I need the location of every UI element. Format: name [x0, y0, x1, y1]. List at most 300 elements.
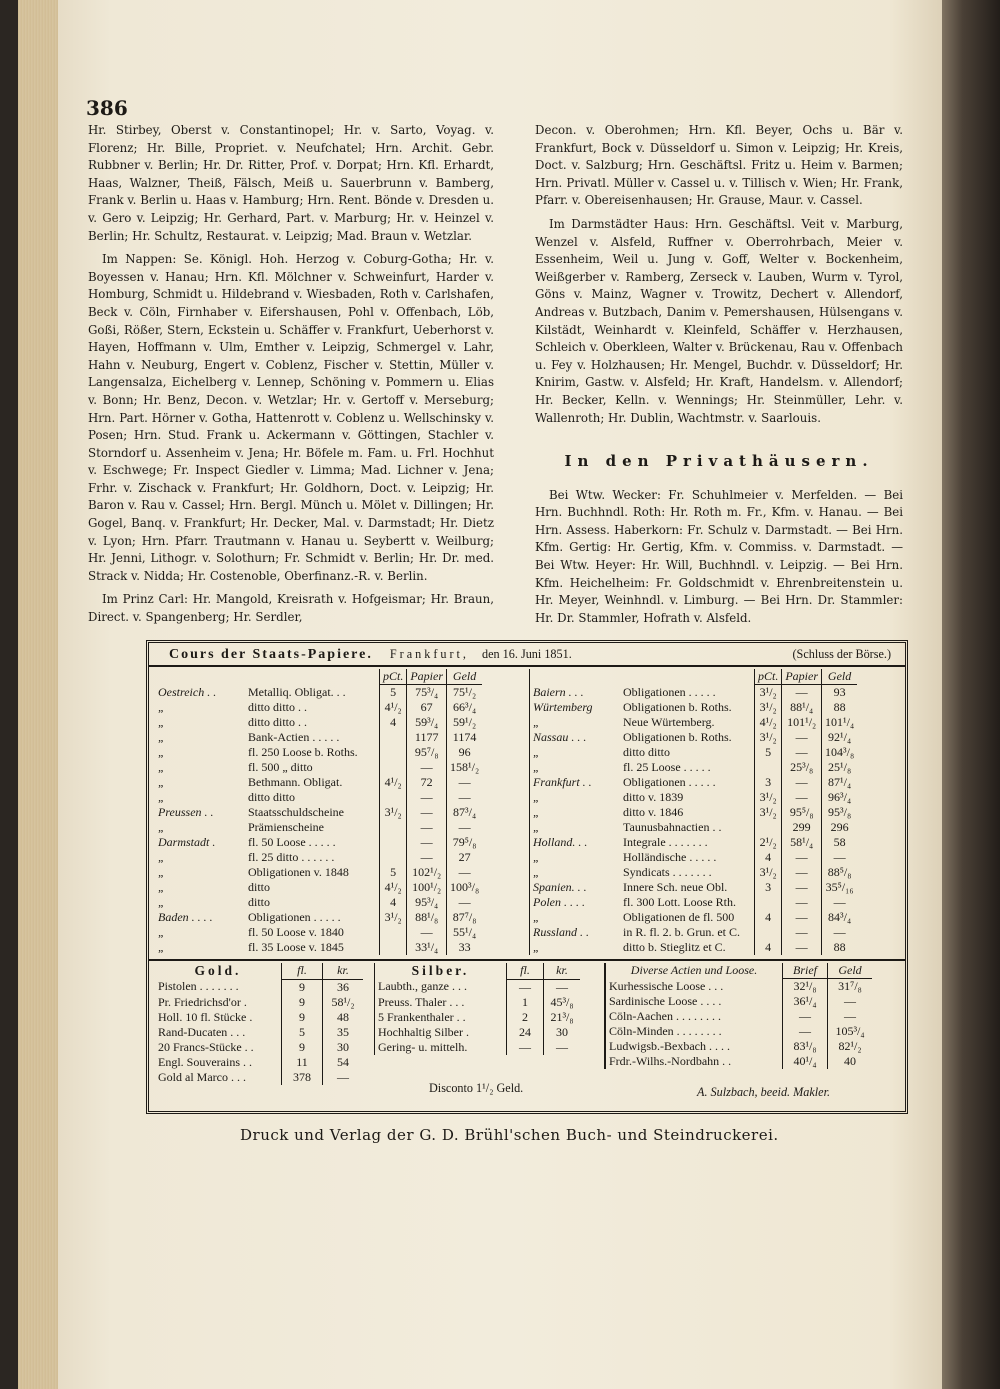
section-heading: In den Privathäusern.: [564, 452, 874, 471]
table-cell: 3¹/₂: [755, 730, 782, 745]
table-cell: 3: [755, 880, 782, 895]
page-number: 386: [86, 96, 128, 120]
table-cell: „: [533, 940, 540, 954]
table-row: [605, 1054, 872, 1069]
table-cell: —: [323, 1070, 364, 1085]
table-cell: 3¹/₂: [755, 865, 782, 880]
table-header: [149, 643, 905, 667]
table-cell: —: [822, 925, 858, 940]
table-cell: Gold al Marco . . .: [158, 1069, 246, 1084]
table-cell: —: [447, 820, 483, 835]
table-cell: —: [407, 820, 447, 835]
table-city: Frankfurt,: [389, 647, 469, 661]
table-cell: „: [533, 790, 540, 804]
table-title: Cours der Staats-Papiere.: [169, 647, 373, 662]
table-row: [155, 700, 482, 715]
table-cell: Cöln-Minden . . . . . . . .: [609, 1024, 722, 1038]
table-cell: —: [828, 994, 873, 1009]
table-row: [605, 1009, 872, 1024]
table-cell: Obligationen . . . . .: [248, 910, 341, 924]
table-cell: „: [158, 895, 165, 909]
table-row: [155, 745, 482, 760]
table-row: [155, 865, 482, 880]
table-cell: 54: [323, 1055, 364, 1070]
table-cell: 105³/₄: [828, 1024, 873, 1039]
table-cell: „: [533, 760, 540, 774]
table-cell: —: [507, 979, 544, 995]
table-cell: Rand-Ducaten . . .: [158, 1024, 246, 1039]
table-cell: Integrale . . . . . . .: [623, 835, 708, 849]
table-cell: Obligationen v. 1848: [248, 865, 349, 879]
table-row: [530, 880, 858, 895]
table-cell: „: [158, 745, 165, 759]
table-row: [155, 979, 363, 995]
table-row: [530, 700, 858, 715]
table-row: [155, 805, 482, 820]
table-cell: 88: [822, 940, 858, 955]
table-cell: 31⁷/₈: [828, 979, 873, 995]
table-cell: Frdr.-Wilhs.-Nordbahn . .: [609, 1054, 732, 1068]
col-kr: kr.: [544, 963, 581, 979]
table-cell: 4¹/₂: [380, 880, 407, 895]
table-cell: 96: [447, 745, 483, 760]
table-cell: „: [533, 745, 540, 759]
table-cell: „: [158, 730, 165, 744]
table-cell: 2¹/₂: [755, 835, 782, 850]
table-cell: 102¹/₂: [407, 865, 447, 880]
table-cell: Polen . . . .: [533, 895, 585, 909]
table-cell: [380, 790, 407, 805]
table-cell: fl. 35 Loose v. 1845: [248, 940, 344, 954]
table-row: [530, 790, 858, 805]
table-cell: 58¹/₂: [323, 995, 364, 1010]
table-cell: 40: [828, 1054, 873, 1069]
table-cell: Oestreich . .: [158, 684, 217, 699]
table-cell: 20 Francs-Stücke . .: [158, 1039, 254, 1054]
table-cell: 3¹/₂: [755, 700, 782, 715]
table-row: [530, 895, 858, 910]
table-cell: 59¹/₂: [447, 715, 483, 730]
stock-quotes-table: [146, 640, 908, 1114]
table-cell: 83¹/₈: [783, 1039, 828, 1054]
table-cell: Taunusbahnactien . .: [623, 820, 722, 834]
table-cell: fl. 500 „ ditto: [248, 760, 313, 774]
table-cell: Holl. 10 fl. Stücke .: [158, 1009, 253, 1024]
table-cell: 9: [282, 1040, 323, 1055]
table-cell: fl. 50 Loose . . . . .: [248, 835, 336, 849]
table-cell: Obligationen b. Roths.: [623, 730, 732, 744]
table-cell: Spanien. . .: [533, 880, 587, 894]
table-cell: —: [782, 880, 822, 895]
table-cell: —: [782, 790, 822, 805]
table-cell: 93: [822, 685, 858, 701]
table-cell: 32¹/₈: [783, 979, 828, 995]
table-cell: —: [407, 805, 447, 820]
table-cell: 101¹/₄: [822, 715, 858, 730]
table-cell: 35: [323, 1025, 364, 1040]
table-cell: 87³/₄: [447, 805, 483, 820]
table-row: [155, 1010, 363, 1025]
table-row: [605, 979, 872, 995]
table-cell: 88¹/₈: [407, 910, 447, 925]
table-cell: „: [158, 790, 165, 804]
table-cell: Preussen . .: [158, 805, 214, 819]
table-cell: „: [158, 775, 165, 789]
table-cell: Würtemberg: [533, 700, 593, 714]
table-cell: 3¹/₂: [380, 910, 407, 925]
table-cell: 58: [822, 835, 858, 850]
table-cell: —: [782, 775, 822, 790]
table-cell: ditto: [248, 895, 271, 909]
table-cell: —: [407, 835, 447, 850]
table-cell: [755, 760, 782, 775]
table-cell: —: [782, 745, 822, 760]
table-cell: —: [447, 775, 483, 790]
table-row: [530, 865, 858, 880]
table-cell: 4: [380, 715, 407, 730]
table-cell: 104³/₈: [822, 745, 858, 760]
table-cell: [380, 760, 407, 775]
diverse-title: Diverse Actien und Loose.: [630, 963, 758, 978]
table-cell: 296: [822, 820, 858, 835]
table-cell: [380, 820, 407, 835]
table-row: [155, 940, 482, 955]
table-row: [375, 1025, 581, 1040]
table-row: [530, 805, 858, 820]
table-cell: Cöln-Aachen . . . . . . . .: [609, 1009, 721, 1023]
table-cell: Hochhaltig Silber .: [378, 1024, 469, 1039]
table-cell: [755, 925, 782, 940]
table-cell: Metalliq. Obligat. . .: [248, 684, 346, 699]
table-cell: —: [447, 790, 483, 805]
table-row: [530, 745, 858, 760]
table-cell: „: [158, 820, 165, 834]
table-cell: 299: [782, 820, 822, 835]
table-row: [530, 760, 858, 775]
table-cell: 3¹/₂: [755, 805, 782, 820]
table-cell: 1: [507, 995, 544, 1010]
table-cell: 88: [822, 700, 858, 715]
table-cell: —: [782, 850, 822, 865]
table-cell: Russland . .: [533, 925, 590, 939]
table-cell: 95⁵/₈: [782, 805, 822, 820]
table-cell: 4¹/₂: [380, 700, 407, 715]
table-cell: 30: [323, 1040, 364, 1055]
table-cell: [380, 940, 407, 955]
table-cell: 9: [282, 995, 323, 1010]
table-row: [155, 995, 363, 1010]
table-cell: 4: [755, 940, 782, 955]
table-cell: [380, 835, 407, 850]
col-kr: kr.: [323, 963, 364, 979]
table-cell: Prämienscheine: [248, 820, 324, 834]
paragraph: Hr. Stirbey, Oberst v. Constantinopel; Hr. v. Sarto, Voyag. v. Florenz; Hr. Bille, Propriet. v. Neufchatel; Hrn. Archit. Gebr. Rubbner v. Berlin; Hr. Dr. Ritter, Prof. v. Dorpat; Hrn. Kfl. Erhardt, Haas, Walzner, Theiß, Fälsch, Meiß u. Sauerbrunn v. Bamberg, Frank v. Berlin u. Haas v. Hamburg; Hrn. Rent. Bönde v. Dresden u. v. Gero v. Leipzig; Hr. Gerhard, Part. v. Marburg; Hr. v. Heinzel v. Berlin; Hr. Schultz, Restaurat. v. Leipzig; Mad. Braun v. Wetzlar.: [88, 123, 494, 243]
table-cell: —: [782, 685, 822, 701]
paragraph: Im Prinz Carl: Hr. Mangold, Kreisrath v. Hofgeismar; Hr. Braun, Direct. v. Spangenberg; Hr. Serdler,: [88, 592, 494, 625]
table-cell: 158¹/₂: [447, 760, 483, 775]
table-cell: Preuss. Thaler . . .: [378, 994, 465, 1009]
table-cell: —: [782, 730, 822, 745]
table-cell: [755, 820, 782, 835]
table-cell: 5: [755, 745, 782, 760]
col-pct: pCt.: [380, 669, 407, 685]
table-cell: Nassau . . .: [533, 730, 587, 744]
table-cell: 4: [380, 895, 407, 910]
left-text-column: [88, 122, 494, 633]
table-row: [375, 1010, 581, 1025]
table-cell: 45³/₈: [544, 995, 581, 1010]
table-cell: „: [158, 880, 165, 894]
table-cell: 95⁷/₈: [407, 745, 447, 760]
table-cell: —: [407, 760, 447, 775]
table-cell: Darmstadt .: [158, 835, 216, 849]
table-cell: Innere Sch. neue Obl.: [623, 880, 728, 894]
table-cell: 48: [323, 1010, 364, 1025]
table-cell: „: [158, 940, 165, 954]
table-cell: ditto b. Stieglitz et C.: [623, 940, 726, 954]
table-cell: —: [447, 865, 483, 880]
table-row: [155, 1040, 363, 1055]
table-cell: [380, 850, 407, 865]
table-cell: Gering- u. mittelh.: [378, 1039, 468, 1054]
table-row: [375, 979, 581, 995]
table-cell: 96³/₄: [822, 790, 858, 805]
table-cell: —: [782, 910, 822, 925]
table-cell: [380, 745, 407, 760]
table-cell: —: [822, 850, 858, 865]
table-cell: [380, 925, 407, 940]
table-row: [155, 1025, 363, 1040]
table-row: [155, 895, 482, 910]
table-cell: ditto ditto: [623, 745, 671, 759]
table-cell: fl. 250 Loose b. Roths.: [248, 745, 358, 759]
col-fl: fl.: [282, 963, 323, 979]
table-cell: Engl. Souverains . .: [158, 1054, 252, 1069]
table-cell: 3¹/₂: [755, 790, 782, 805]
table-row: [155, 820, 482, 835]
table-cell: „: [533, 820, 540, 834]
table-cell: 21³/₈: [544, 1010, 581, 1025]
table-cell: 30: [544, 1025, 581, 1040]
table-cell: —: [828, 1009, 873, 1024]
table-cell: 5: [282, 1025, 323, 1040]
table-row: [155, 850, 482, 865]
table-cell: —: [544, 1040, 581, 1055]
table-row: [530, 685, 858, 701]
table-row: [155, 1055, 363, 1070]
table-cell: „: [533, 910, 540, 924]
paragraph: Im Darmstädter Haus: Hrn. Geschäftsl. Veit v. Marburg, Wenzel v. Alsfeld, Ruffner v. Oberrohrbach, Meier v. Essenheim, Weil u. Jung v. Goff, Welter v. Bockenheim, Weißgerber v. Ramberg, Zerseck v. Lauben, Wurm v. Tyrol, Göns v. Mainz, Wagner v. Trowitz, Dechert v. Allendorf, Andreas v. Butzbach, Danim v. Pemershausen, Hülsengans v. Kilstädt, Weinhardt v. Kleinfeld, Schäffer v. Herzhausen, Schleich v. Oberkleen, Walter v. Brückenau, Rau v. Offenbach u. Fey v. Holzhausen; Hr. Mengel, Buchdr. v. Düsseldorf; Hr. Knirim, Gastw. v. Alsfeld; Hr. Kraft, Handelsm. v. Allendorf; Hr. Becker, Kelln. v. Wennings; Hr. Steinmüller, Lehr. v. Wallenroth; Hr. Dublin, Wachtmstr. v. Saarlouis.: [535, 216, 903, 425]
table-cell: 3¹/₂: [755, 685, 782, 701]
table-cell: 100³/₈: [447, 880, 483, 895]
table-cell: „: [158, 715, 165, 729]
col-papier: Papier: [407, 669, 447, 685]
table-row: [530, 715, 858, 730]
table-cell: 36¹/₄: [783, 994, 828, 1009]
table-cell: 4: [755, 850, 782, 865]
col-fl: fl.: [507, 963, 544, 979]
table-cell: 87¹/₄: [822, 775, 858, 790]
table-cell: —: [782, 925, 822, 940]
table-cell: ditto ditto . .: [248, 700, 308, 714]
table-cell: 72: [407, 775, 447, 790]
table-row: [155, 715, 482, 730]
table-cell: 87⁷/₈: [447, 910, 483, 925]
paragraph: Bei Wtw. Wecker: Fr. Schuhlmeier v. Merfelden. — Bei Hrn. Buchhndl. Roth: Hr. Roth m. Fr., Kfm. v. Hanau. — Bei Hrn. Assess. Haberkorn: Fr. Schulz v. Darmstadt. — Bei Hrn. Kfm. Gertig: Hr. Gertig, Kfm. v. Commiss. v. Darmstadt. — Bei Wtw. Heyer: Hr. Will, Buchhndl. v. Leipzig. — Bei Hrn. Kfm. Heichelheim: Fr. Goldschmidt v. Ehrenbreitenstein u. Hr. Meyer, Weinhndl. v. Limburg. — Bei Hrn. Dr. Stammler: Hr. Dr. Stammler, Hofrath v. Alsfeld.: [535, 487, 903, 625]
table-cell: ditto: [248, 880, 271, 894]
col-pct: pCt.: [755, 669, 782, 685]
table-cell: 33: [447, 940, 483, 955]
table-cell: 5: [380, 685, 407, 701]
col-papier: Papier: [782, 669, 822, 685]
col-brief: Brief: [783, 963, 828, 979]
table-cell: [755, 895, 782, 910]
table-cell: 1174: [447, 730, 483, 745]
table-row: [155, 925, 482, 940]
table-cell: Laubth., ganze . . .: [378, 979, 467, 994]
table-cell: 1177: [407, 730, 447, 745]
table-row: [605, 1024, 872, 1039]
table-cell: —: [782, 865, 822, 880]
table-cell: 95³/₄: [407, 895, 447, 910]
table-row: [530, 940, 858, 955]
table-cell: 88¹/₄: [782, 700, 822, 715]
gold-table: [155, 963, 363, 1085]
table-cell: 58¹/₄: [782, 835, 822, 850]
table-cell: fl. 50 Loose v. 1840: [248, 925, 344, 939]
table-cell: Staatsschuldscheine: [248, 805, 344, 819]
table-cell: —: [407, 925, 447, 940]
table-cell: fl. 25 ditto . . . . . .: [248, 850, 335, 864]
table-cell: „: [533, 715, 540, 729]
disconto-note: Disconto 1¹/₂ Geld.: [429, 1081, 524, 1095]
table-row: [530, 775, 858, 790]
table-row: [605, 1039, 872, 1054]
table-row: [155, 910, 482, 925]
book-page-edges: [18, 0, 58, 1389]
table-cell: ditto ditto: [248, 790, 296, 804]
table-cell: 79⁵/₈: [447, 835, 483, 850]
table-row: [530, 910, 858, 925]
table-cell: 9: [282, 979, 323, 995]
table-cell: 88⁵/₈: [822, 865, 858, 880]
table-cell: ditto v. 1846: [623, 805, 684, 819]
table-cell: 84³/₄: [822, 910, 858, 925]
table-cell: „: [533, 865, 540, 879]
table-cell: Kurhessische Loose . . .: [609, 978, 724, 993]
table-cell: 55¹/₄: [447, 925, 483, 940]
table-cell: Ludwigsb.-Bexbach . . . .: [609, 1039, 730, 1053]
table-cell: [380, 730, 407, 745]
table-cell: 4¹/₂: [380, 775, 407, 790]
table-cell: 33¹/₄: [407, 940, 447, 955]
table-cell: —: [783, 1024, 828, 1039]
table-row: [375, 1040, 581, 1055]
table-cell: 59³/₄: [407, 715, 447, 730]
table-row: [155, 835, 482, 850]
table-row: [155, 775, 482, 790]
book-spine: [938, 0, 1000, 1389]
table-cell: Syndicats . . . . . . .: [623, 865, 712, 879]
table-cell: 3: [755, 775, 782, 790]
table-cell: „: [158, 925, 165, 939]
table-cell: Obligationen . . . . .: [623, 775, 716, 789]
table-cell: 82¹/₂: [828, 1039, 873, 1054]
table-cell: „: [533, 850, 540, 864]
table-cell: 40¹/₄: [783, 1054, 828, 1069]
table-cell: Neue Würtemberg.: [623, 715, 715, 729]
table-cell: 27: [447, 850, 483, 865]
table-row: [155, 760, 482, 775]
table-row: [155, 730, 482, 745]
table-cell: —: [544, 979, 581, 995]
table-date: den 16. Juni 1851.: [482, 647, 572, 661]
table-cell: 101¹/₂: [782, 715, 822, 730]
silber-table: [374, 963, 580, 1055]
table-cell: 5: [380, 865, 407, 880]
table-cell: „: [158, 865, 165, 879]
table-cell: 75¹/₂: [447, 685, 483, 701]
col-geld: Geld: [828, 963, 873, 979]
table-cell: „: [158, 700, 165, 714]
table-cell: Obligationen de fl. 500: [623, 910, 735, 924]
table-cell: Frankfurt . .: [533, 775, 592, 789]
table-cell: —: [507, 1040, 544, 1055]
table-cell: 95³/₈: [822, 805, 858, 820]
table-cell: 2: [507, 1010, 544, 1025]
table-cell: 3¹/₂: [380, 805, 407, 820]
table-cell: Pr. Friedrichsd'or .: [158, 994, 247, 1009]
table-cell: —: [407, 850, 447, 865]
paragraph: Im Nappen: Se. Königl. Hoh. Herzog v. Coburg-Gotha; Hr. v. Boyessen v. Hanau; Hrn. Kfl. Mölchner v. Schweinfurt, Harder v. Homburg, Schmidt u. Hildebrand v. Wiesbaden, Roth v. Carlshafen, Beck v. Cöln, Firnhaber v. Eifershausen, Pohl v. Offenbach, Löb, Goßi, Rößer, Stern, Eckstein u. Schäffer v. Frankfurt, Ueberhorst v. Hayen, Hoffmann v. Ulm, Emther v. Leipzig, Schmergel v. Lahr, Hahn v. Neuburg, Engert v. Coblenz, Fischer v. Stettin, Müller v. Langensalza, Eichelberg v. Lennep, Schöning v. Pommern u. Elias v. Bonn; Hr. Benz, Decon. v. Wetzlar; Hr. v. Gertoff v. Merseburg; Hrn. Part. Hörner v. Gotha, Hattenrott v. Coblenz u. Wellschinsky v. Posen; Hrn. Stud. Frank u. Ackermann v. Göttingen, Stachler v. Storndorf u. Assenheim v. Jena; Hr. Böfele m. Fam. u. Frl. Hochhut v. Eschwege; Fr. Inspect Giedler v. Limma; Mad. Lichner v. Jena; Frhr. v. Zischack v. Frankfurt; Hr. Goldhorn, Doct. v. Leipzig; Hr. Baron v. Rau v. Cassel; Hrn. Bergl. Münch u. Mölet v. Dillingen; Hr. Gogel, Banq. v. Frankfurt; Hr. Decker, Mal. v. Darmstadt; Hr. Dietz v. Lyon; Hrn. Pfarr. Trautmann v. Hanau u. Seybertt v. Weilburg; Hr. Jenni, Lithogr. v. Solothurn; Fr. Schmidt v. Berlin; Hr. Dr. med. Strack v. Nidda; Hr. Costenoble, Oberfinanz.-R. v. Berlin.: [88, 252, 494, 583]
table-cell: —: [782, 940, 822, 955]
table-cell: 35⁵/₁₆: [822, 880, 858, 895]
table-cell: „: [158, 760, 165, 774]
table-cell: 25¹/₈: [822, 760, 858, 775]
table-cell: Bethmann. Obligat.: [248, 775, 343, 789]
table-cell: 66³/₄: [447, 700, 483, 715]
table-row: [530, 730, 858, 745]
table-row: [605, 994, 872, 1009]
table-row: [530, 835, 858, 850]
table-cell: 92¹/₄: [822, 730, 858, 745]
table-row: [155, 880, 482, 895]
table-cell: 4¹/₂: [755, 715, 782, 730]
col-geld: Geld: [822, 669, 858, 685]
table-note: (Schluss der Börse.): [792, 647, 891, 661]
table-cell: „: [158, 850, 165, 864]
table-cell: 5 Frankenthaler . .: [378, 1009, 466, 1024]
table-cell: in R. fl. 2. b. Grun. et C.: [623, 925, 740, 939]
divider: [149, 959, 905, 961]
table-cell: „: [533, 805, 540, 819]
table-cell: 75³/₄: [407, 685, 447, 701]
table-cell: —: [822, 895, 858, 910]
quotes-left-table: [155, 669, 482, 955]
table-cell: Baiern . . .: [533, 684, 584, 699]
table-cell: —: [407, 790, 447, 805]
table-cell: ditto ditto . .: [248, 715, 308, 729]
table-cell: Obligationen b. Roths.: [623, 700, 732, 714]
table-cell: Sardinische Loose . . . .: [609, 994, 722, 1008]
table-cell: Baden . . . .: [158, 910, 213, 924]
table-cell: fl. 25 Loose . . . . .: [623, 760, 711, 774]
col-geld: Geld: [447, 669, 483, 685]
gold-title: Gold.: [194, 963, 242, 978]
table-cell: 11: [282, 1055, 323, 1070]
diverse-table: [604, 963, 872, 1069]
table-row: [375, 995, 581, 1010]
